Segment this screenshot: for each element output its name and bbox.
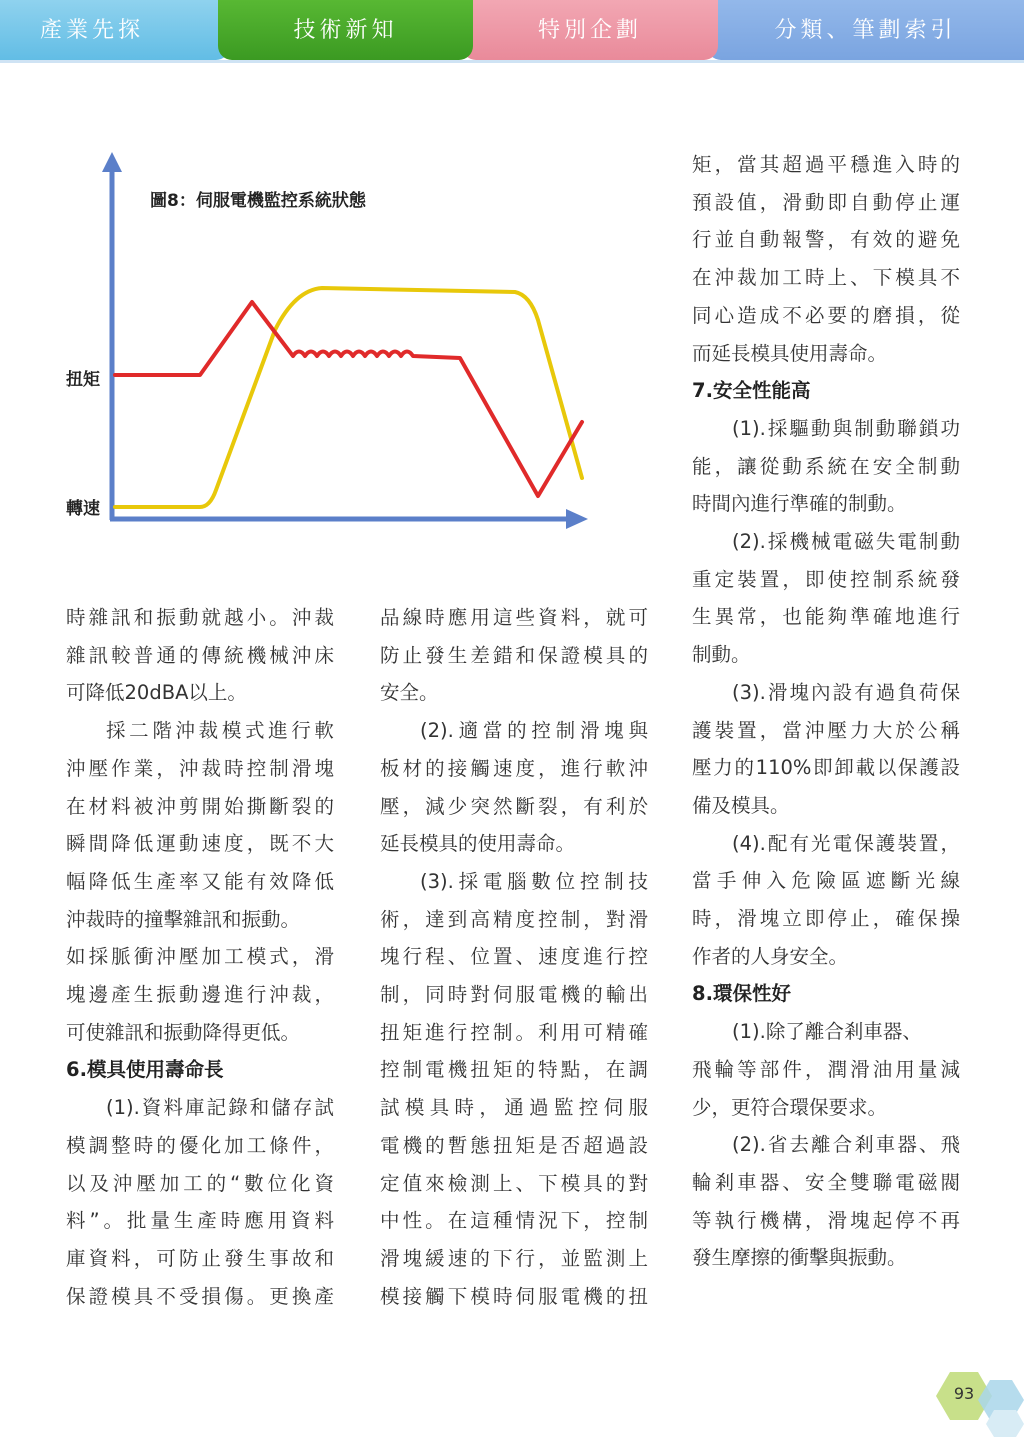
page-number: 93 <box>953 1384 975 1403</box>
text-line: 品線時應用這些資料，就可 <box>380 606 648 629</box>
x-axis-arrow <box>566 509 588 529</box>
text-line: 以及沖壓加工的“數位化資 <box>66 1171 334 1195</box>
section-heading: 7.安全性能高 <box>692 379 811 403</box>
text-column-2 <box>380 599 648 1315</box>
text-line: 制，同時對伺服電機的輸出 <box>380 983 648 1007</box>
text-line: 瞬間降低運動速度，既不大 <box>66 832 334 856</box>
text-line: 料”。批量生產時應用資料 <box>66 1209 334 1233</box>
text-line: 行並自動報警，有效的避免 <box>692 228 960 252</box>
text-line: 等執行機構，滑塊起停不再 <box>692 1208 960 1232</box>
tab-index[interactable]: 分類、筆劃索引 <box>707 0 1024 60</box>
text-line: 備及模具。 <box>692 793 790 817</box>
text-line: (2).適當的控制滑塊與 <box>420 719 648 743</box>
text-line: 重定裝置，即使控制系統發 <box>692 567 960 591</box>
text-line: 時，滑塊立即停止，確保操 <box>692 907 960 931</box>
text-line: 在材料被沖剪開始撕斷裂的 <box>66 794 334 818</box>
text-line: 滑塊緩速的下行，並監測上 <box>380 1246 648 1270</box>
figure-servo-monitoring <box>60 150 600 540</box>
text-line: 幅降低生產率又能有效降低 <box>66 869 334 893</box>
text-line: 控制電機扭矩的特點，在調 <box>380 1058 648 1082</box>
text-line: 保證模具不受損傷。更換產 <box>66 1284 334 1308</box>
text-line: 延長模具的使用壽命。 <box>380 832 576 856</box>
text-line: 飛輪等部件，潤滑油用量減 <box>692 1057 960 1081</box>
text-line: 庫資料，可防止發生事故和 <box>66 1246 334 1270</box>
text-line: 壓，減少突然斷裂，有利於 <box>380 794 648 818</box>
text-line: 在沖裁加工時上、下模具不 <box>692 266 960 290</box>
text-line: (4).配有光電保護裝置， <box>732 831 960 855</box>
text-line: 塊邊產生振動邊進行沖裁， <box>66 983 334 1007</box>
section-tabs <box>0 0 1024 62</box>
text-column-1 <box>66 599 334 1315</box>
text-line: 安全。 <box>380 681 439 705</box>
text-line: 時間內進行準確的制動。 <box>692 492 907 516</box>
text-line: 採二階沖裁模式進行軟 <box>106 719 334 743</box>
text-line: 試模具時，通過監控伺服 <box>380 1096 648 1120</box>
tab-industry[interactable]: 產業先探 <box>0 0 230 60</box>
label-torque: 扭矩 <box>66 370 100 390</box>
text-line: 塊行程、位置、速度進行控 <box>380 945 648 969</box>
label-speed: 轉速 <box>66 499 100 519</box>
text-line: 電機的暫態扭矩是否超過設 <box>380 1133 648 1157</box>
text-line: 術，達到高精度控制，對滑 <box>380 907 648 931</box>
hexagon-decoration-icon <box>978 1380 1024 1437</box>
text-line: 可使雜訊和振動降得更低。 <box>66 1020 301 1044</box>
text-line: (2).省去離合剎車器、飛 <box>732 1133 960 1157</box>
section-heading: 6.模具使用壽命長 <box>66 1058 224 1082</box>
text-line: 同心造成不必要的磨損，從 <box>692 303 960 327</box>
text-line: (2).採機械電磁失電制動 <box>732 530 960 554</box>
text-line: 扭矩進行控制。利用可精確 <box>380 1020 648 1044</box>
text-line: 當手伸入危險區遮斷光線 <box>692 869 960 893</box>
text-line: 定值來檢測上、下模具的對 <box>380 1171 648 1195</box>
text-line: 雜訊較普通的傳統機械沖床 <box>66 643 334 667</box>
text-line: 沖壓作業，沖裁時控制滑塊 <box>66 756 334 780</box>
section-heading: 8.環保性好 <box>692 982 791 1006</box>
text-line: 板材的接觸速度，進行軟沖 <box>380 756 648 780</box>
text-line: 護裝置，當沖壓力大於公稱 <box>692 718 960 742</box>
text-line: 防止發生差錯和保證模具的 <box>380 643 648 667</box>
text-line: (3).滑塊內設有過負荷保 <box>732 680 960 704</box>
text-line: 而延長模具使用壽命。 <box>692 341 888 365</box>
text-line: (1).資料庫記錄和儲存試 <box>106 1096 334 1120</box>
text-line: (1).採驅動與制動聯鎖功 <box>732 416 960 440</box>
tab-special-feature[interactable]: 特別企劃 <box>462 0 718 60</box>
speed-curve <box>115 288 582 507</box>
text-line: (3).採電腦數位控制技 <box>420 869 648 893</box>
text-line: 沖裁時的撞擊雜訊和振動。 <box>66 907 301 931</box>
text-line: 矩，當其超過平穩進入時的 <box>692 153 960 176</box>
text-column-3 <box>692 146 960 1277</box>
text-line: (1).除了離合剎車器、 <box>732 1020 922 1044</box>
text-line: 輪剎車器、安全雙聯電磁閥 <box>692 1170 960 1194</box>
y-axis-arrow <box>102 152 122 172</box>
text-line: 能，讓從動系統在安全制動 <box>692 454 960 478</box>
text-line: 壓力的110%即卸載以保護設 <box>692 756 960 780</box>
text-line: 時雜訊和振動就越小。沖裁 <box>66 606 334 629</box>
tab-divider <box>0 60 1024 63</box>
text-line: 預設值，滑動即自動停止運 <box>692 190 960 214</box>
text-line: 中性。在這種情況下，控制 <box>380 1209 648 1233</box>
tab-technology[interactable]: 技術新知 <box>218 0 473 60</box>
figure-caption: 圖8：伺服電機監控系統狀態 <box>150 191 366 211</box>
text-line: 生異常，也能夠準確地進行 <box>692 605 960 629</box>
text-line: 少，更符合環保要求。 <box>692 1095 888 1119</box>
torque-curve <box>115 302 582 496</box>
text-line: 制動。 <box>692 643 751 667</box>
text-line: 如採脈衝沖壓加工模式，滑 <box>66 945 334 969</box>
text-line: 模調整時的優化加工條件， <box>66 1133 334 1157</box>
text-line: 模接觸下模時伺服電機的扭 <box>380 1284 648 1308</box>
text-line: 發生摩擦的衝擊與振動。 <box>692 1246 907 1270</box>
text-line: 可降低20dBA以上。 <box>66 681 247 705</box>
text-line: 作者的人身安全。 <box>692 944 849 968</box>
